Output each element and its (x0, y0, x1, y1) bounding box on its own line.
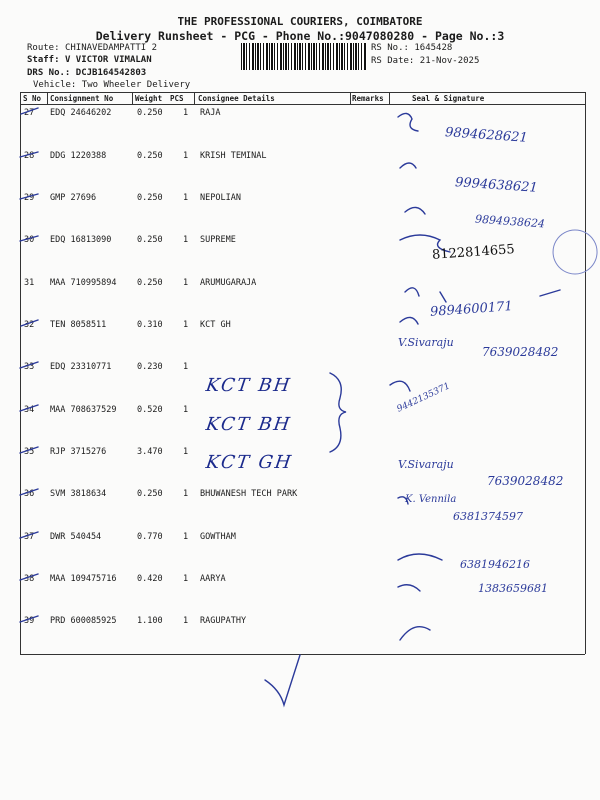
row-pcs: 1 (183, 447, 189, 457)
route-value: CHINAVEDAMPATTI 2 (64, 43, 158, 53)
row-sno: 37 (24, 532, 35, 542)
col-header-consignee: Consignee Details (198, 94, 275, 103)
row-pcs: 1 (183, 405, 189, 415)
row-consignee: NEPOLIAN (200, 193, 241, 203)
row-weight: 0.250 (137, 489, 163, 499)
row-pcs: 1 (183, 532, 189, 542)
row-consignment: DDG 1220388 (50, 151, 107, 161)
row-consignee: ARUMUGARAJA (200, 278, 257, 288)
signature-name-36: K. Vennila (405, 494, 457, 505)
rs-no-value: 1645428 (414, 43, 453, 53)
signature-name-32: V.Sivaraju (398, 336, 454, 349)
row-weight: 0.250 (137, 193, 163, 203)
row-sno: 34 (24, 405, 35, 415)
row-sno: 29 (24, 193, 35, 203)
row-consignee: RAJA (200, 108, 221, 118)
signature-phone-29: 9894938624 (474, 212, 546, 231)
row-weight: 0.250 (137, 235, 163, 245)
handwritten-kct-2: KCT BH (204, 414, 293, 435)
row-pcs: 1 (183, 320, 189, 330)
col-header-seal: Seal & Signature (412, 94, 485, 103)
row-pcs: 1 (183, 193, 189, 203)
row-consignment: SVM 3818634 (50, 489, 107, 499)
col-header-pcs: PCS (170, 94, 184, 103)
company-name: THE PROFESSIONAL COURIERS, COIMBATORE (177, 15, 423, 28)
rs-date-value: 21-Nov-2025 (419, 56, 480, 66)
rs-date-label: RS Date: (371, 56, 415, 66)
row-sno: 36 (24, 489, 35, 499)
row-consignee: RAGUPATHY (200, 616, 247, 626)
row-sno: 38 (24, 574, 35, 584)
route-label: Route: (27, 43, 60, 53)
signature-phone-35: 7639028482 (487, 474, 564, 488)
rs-no-label: RS No.: (371, 43, 409, 53)
row-consignment: RJP 3715276 (50, 447, 107, 457)
row-consignment: MAA 708637529 (50, 405, 117, 415)
row-consignment: EDQ 24646202 (50, 108, 112, 118)
row-consignment: DWR 540454 (50, 532, 102, 542)
row-consignment: EDQ 23310771 (50, 362, 112, 372)
row-consignee: BHUWANESH TECH PARK (200, 489, 298, 499)
drs-value: DCJB164542803 (75, 68, 147, 78)
col-header-sno: S No (23, 94, 42, 103)
row-consignee: KCT GH (200, 320, 231, 330)
row-weight: 0.770 (137, 532, 163, 542)
col-header-consignment: Consignment No (50, 94, 114, 103)
row-consignment: MAA 710995894 (50, 278, 117, 288)
row-sno: 32 (24, 320, 35, 330)
row-sno: 30 (24, 235, 35, 245)
row-sno: 33 (24, 362, 35, 372)
row-pcs: 1 (183, 108, 189, 118)
signature-phone-30: 8122814655 (431, 242, 516, 263)
row-weight: 3.470 (137, 447, 163, 457)
row-consignee: AARYA (200, 574, 226, 584)
signature-phone-36: 6381374597 (453, 510, 523, 523)
row-pcs: 1 (183, 235, 189, 245)
signature-phone-27: 9894628621 (444, 125, 529, 146)
row-weight: 0.250 (137, 108, 163, 118)
row-consignee: KRISH TEMINAL (200, 151, 267, 161)
signature-phone-32b: 7639028482 (482, 345, 559, 359)
row-consignment: PRD 600085925 (50, 616, 117, 626)
row-consignee: GOWTHAM (200, 532, 236, 542)
row-weight: 0.230 (137, 362, 163, 372)
signature-phone-38b: 1383659681 (478, 582, 548, 595)
row-sno: 31 (24, 278, 35, 288)
signature-phone-34: 9442135371 (395, 381, 452, 415)
row-pcs: 1 (183, 489, 189, 499)
handwritten-kct-1: KCT BH (204, 375, 293, 396)
row-consignment: GMP 27696 (50, 193, 97, 203)
row-weight: 0.520 (137, 405, 163, 415)
signature-phone-28: 9994638621 (454, 175, 539, 196)
row-sno: 39 (24, 616, 35, 626)
signature-phone-32: 9894600171 (429, 299, 514, 320)
row-weight: 0.420 (137, 574, 163, 584)
row-sno: 28 (24, 151, 35, 161)
staff-label: Staff: (27, 55, 60, 65)
row-weight: 0.310 (137, 320, 163, 330)
row-consignment: EDQ 16813090 (50, 235, 112, 245)
row-pcs: 1 (183, 574, 189, 584)
row-consignee: SUPREME (200, 235, 236, 245)
drs-label: DRS No.: (27, 68, 71, 78)
row-sno: 35 (24, 447, 35, 457)
row-sno: 27 (24, 108, 35, 118)
row-weight: 1.100 (137, 616, 163, 626)
runsheet-subtitle: Delivery Runsheet - PCG - Phone No.:9047080280 - Page No.:3 (95, 29, 505, 43)
staff-value: V VICTOR VIMALAN (64, 55, 152, 65)
row-consignment: TEN 8058511 (50, 320, 107, 330)
col-header-weight: Weight (135, 94, 163, 103)
row-pcs: 1 (183, 278, 189, 288)
row-weight: 0.250 (137, 151, 163, 161)
row-pcs: 1 (183, 362, 189, 372)
signature-phone-38: 6381946216 (460, 558, 530, 571)
signature-name-35: V.Sivaraju (398, 458, 454, 471)
row-pcs: 1 (183, 616, 189, 626)
col-header-remarks: Remarks (352, 94, 384, 103)
vehicle-value: Two Wheeler Delivery (81, 80, 191, 90)
row-consignment: MAA 109475716 (50, 574, 117, 584)
row-pcs: 1 (183, 151, 189, 161)
vehicle-label: Vehicle: (33, 80, 77, 90)
handwritten-kct-3: KCT GH (204, 452, 295, 473)
row-weight: 0.250 (137, 278, 163, 288)
